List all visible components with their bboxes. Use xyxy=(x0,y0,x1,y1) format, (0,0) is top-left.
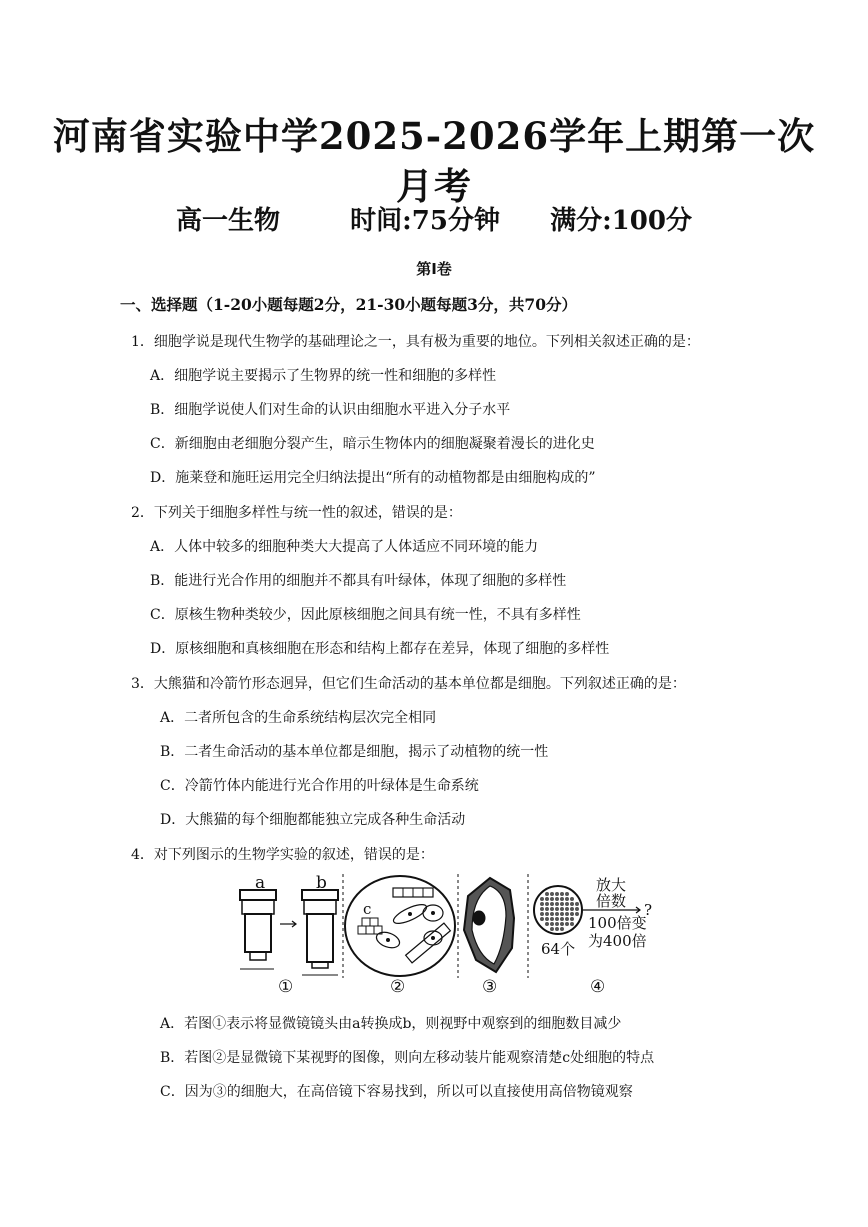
objective-lens-b-icon xyxy=(302,890,338,968)
objective-lens-a-icon xyxy=(240,890,276,960)
subject-label: 高一生物 xyxy=(176,206,281,236)
question-2-stem: 2．下列关于细胞多样性与统一性的叙述，错误的是： xyxy=(131,505,462,521)
panel-number-3: ③ xyxy=(482,977,498,997)
panel-number-1: ① xyxy=(278,977,294,997)
label-b: b xyxy=(316,873,327,893)
plant-cell-icon xyxy=(464,878,514,972)
question-3-option-a: A．二者所包含的生命系统结构层次完全相同 xyxy=(160,710,437,726)
cell-count-label: 64个 xyxy=(541,940,576,958)
question-3-option-b: B．二者生命活动的基本单位都是细胞，揭示了动植物的统一性 xyxy=(160,744,549,760)
question-3-option-c: C．冷箭竹体内能进行光合作用的叶绿体是生命系统 xyxy=(160,778,479,794)
score-label: 满分:100分 xyxy=(550,206,692,236)
question-4-option-c: C．因为③的细胞大，在高倍镜下容易找到，所以可以直接使用高倍物镜观察 xyxy=(160,1084,633,1100)
experiment-figure xyxy=(228,868,668,998)
microscope-field-icon xyxy=(345,876,455,976)
panel-number-2: ② xyxy=(390,977,406,997)
volume-label: 第Ⅰ卷 xyxy=(416,260,452,278)
question-4-option-b: B．若图②是显微镜下某视野的图像，则向左移动装片能观察清楚c处细胞的特点 xyxy=(160,1050,655,1066)
question-1-option-b: B．细胞学说使人们对生命的认识由细胞水平进入分子水平 xyxy=(150,402,511,418)
arrow-icon xyxy=(280,921,296,927)
question-4-option-a: A．若图①表示将显微镜镜头由a转换成b，则视野中观察到的细胞数目减少 xyxy=(160,1016,622,1032)
question-2-option-b: B．能进行光合作用的细胞并不都具有叶绿体，体现了细胞的多样性 xyxy=(150,573,567,589)
exam-title-line1: 河南省实验中学2025-2026学年上期第一次 xyxy=(52,114,816,158)
question-2-option-c: C．原核生物种类较少，因此原核细胞之间具有统一性，不具有多样性 xyxy=(150,607,581,623)
magnification-label-2: 倍数 xyxy=(596,892,627,910)
label-a: a xyxy=(255,873,266,893)
question-3-stem: 3．大熊猫和冷箭竹形态迥异，但它们生命活动的基本单位都是细胞。下列叙述正确的是： xyxy=(131,676,686,692)
unknown-mark: ? xyxy=(644,901,653,919)
question-1-option-a: A．细胞学说主要揭示了生物界的统一性和细胞的多样性 xyxy=(150,368,497,384)
question-4-stem: 4．对下列图示的生物学实验的叙述，错误的是： xyxy=(131,847,434,863)
magnification-label-1: 放大 xyxy=(596,876,627,894)
exam-title-line2: 月考 xyxy=(396,164,472,208)
time-label: 时间:75分钟 xyxy=(350,206,500,236)
label-c: c xyxy=(363,900,372,918)
magnification-label-4: 为400倍 xyxy=(588,932,647,950)
question-1-stem: 1．细胞学说是现代生物学的基础理论之一，具有极为重要的地位。下列相关叙述正确的是： xyxy=(131,334,700,350)
magnification-label-3: 100倍变 xyxy=(588,914,647,932)
exam-subtitle xyxy=(0,200,868,237)
question-1-option-c: C．新细胞由老细胞分裂产生，暗示生物体内的细胞凝聚着漫长的进化史 xyxy=(150,436,595,452)
question-2-option-a: A．人体中较多的细胞种类大大提高了人体适应不同环境的能力 xyxy=(150,539,539,555)
section-heading: 一、选择题（1-20小题每题2分，21-30小题每题3分，共70分） xyxy=(120,295,578,314)
question-1-option-d: D．施莱登和施旺运用完全归纳法提出“所有的动植物都是由细胞构成的” xyxy=(150,470,596,486)
panel-number-4: ④ xyxy=(590,977,606,997)
cell-cluster-icon xyxy=(534,886,582,934)
question-2-option-d: D．原核细胞和真核细胞在形态和结构上都存在差异，体现了细胞的多样性 xyxy=(150,641,610,657)
question-3-option-d: D．大熊猫的每个细胞都能独立完成各种生命活动 xyxy=(160,812,466,828)
